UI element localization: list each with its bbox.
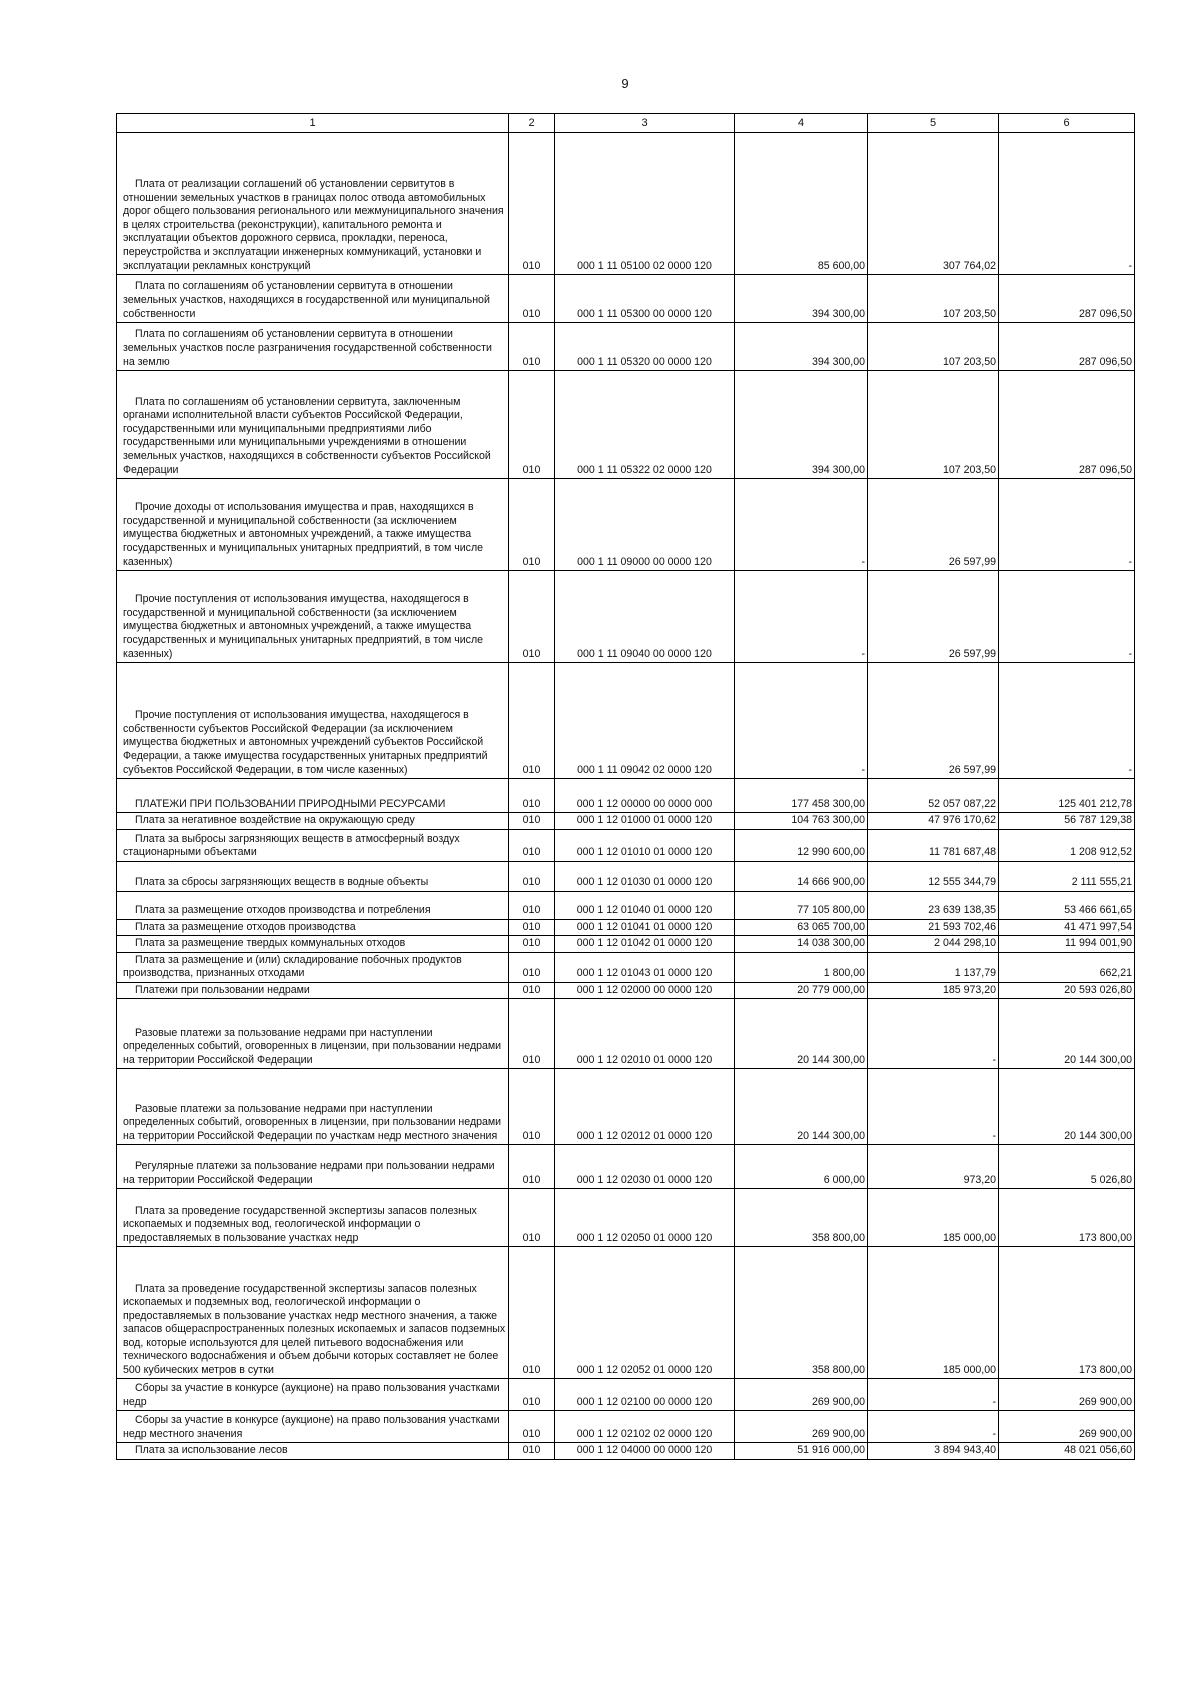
row-name-cell: Сборы за участие в конкурсе (аукционе) на право пользования участками недр (117, 1379, 509, 1411)
row-executed-cell: - (868, 1379, 999, 1411)
row-kbk-cell: 000 1 12 02012 01 0000 120 (555, 1069, 735, 1145)
row-code-cell: 010 (509, 779, 555, 813)
row-name-cell: Регулярные платежи за пользование недрами при пользовании недрами на территории Российской Федерации (117, 1145, 509, 1189)
row-kbk-cell: 000 1 12 02000 00 0000 120 (555, 982, 735, 999)
row-kbk-cell: 000 1 12 01041 01 0000 120 (555, 919, 735, 936)
row-name-cell: Сборы за участие в конкурсе (аукционе) на право пользования участками недр местного значения (117, 1411, 509, 1443)
row-approved-cell: 20 144 300,00 (735, 999, 868, 1069)
table-row (117, 829, 1135, 861)
column-number: 4 (735, 114, 868, 133)
row-executed-cell: - (868, 999, 999, 1069)
row-code-cell: 010 (509, 479, 555, 571)
row-executed-cell: 185 000,00 (868, 1247, 999, 1379)
row-approved-cell: 269 900,00 (735, 1411, 868, 1443)
table-row (117, 1443, 1135, 1460)
row-kbk-cell: 000 1 11 05320 00 0000 120 (555, 323, 735, 371)
column-number: 1 (117, 114, 509, 133)
row-approved-cell: - (735, 571, 868, 663)
row-approved-cell: 20 779 000,00 (735, 982, 868, 999)
row-unexecuted-cell: 41 471 997,54 (999, 919, 1135, 936)
row-code-cell: 010 (509, 571, 555, 663)
table-row (117, 891, 1135, 919)
table-row (117, 663, 1135, 779)
row-code-cell: 010 (509, 919, 555, 936)
row-unexecuted-cell: 269 900,00 (999, 1411, 1135, 1443)
table-row (117, 919, 1135, 936)
row-executed-cell: 26 597,99 (868, 479, 999, 571)
row-kbk-cell: 000 1 12 01030 01 0000 120 (555, 861, 735, 891)
column-number-row (117, 114, 1135, 133)
row-code-cell: 010 (509, 323, 555, 371)
row-kbk-cell: 000 1 12 04000 00 0000 120 (555, 1443, 735, 1460)
row-executed-cell: 47 976 170,62 (868, 813, 999, 830)
table-row (117, 936, 1135, 953)
row-approved-cell: 77 105 800,00 (735, 891, 868, 919)
row-unexecuted-cell: 20 144 300,00 (999, 999, 1135, 1069)
column-number: 6 (999, 114, 1135, 133)
table-row (117, 952, 1135, 982)
table-row (117, 1247, 1135, 1379)
row-code-cell: 010 (509, 1379, 555, 1411)
row-name-cell: Плата за сбросы загрязняющих веществ в водные объекты (117, 861, 509, 891)
row-code-cell: 010 (509, 829, 555, 861)
row-kbk-cell: 000 1 12 02030 01 0000 120 (555, 1145, 735, 1189)
row-unexecuted-cell: 1 208 912,52 (999, 829, 1135, 861)
row-code-cell: 010 (509, 813, 555, 830)
table-row (117, 571, 1135, 663)
row-executed-cell: 26 597,99 (868, 571, 999, 663)
row-approved-cell: 51 916 000,00 (735, 1443, 868, 1460)
row-approved-cell: 20 144 300,00 (735, 1069, 868, 1145)
row-unexecuted-cell: 48 021 056,60 (999, 1443, 1135, 1460)
row-kbk-cell: 000 1 11 05322 02 0000 120 (555, 371, 735, 479)
row-executed-cell: 107 203,50 (868, 275, 999, 323)
column-number: 3 (555, 114, 735, 133)
row-kbk-cell: 000 1 12 02100 00 0000 120 (555, 1379, 735, 1411)
row-executed-cell: 52 057 087,22 (868, 779, 999, 813)
table-body (117, 114, 1135, 1460)
row-name-cell: Плата за размещение твердых коммунальных отходов (117, 936, 509, 953)
row-code-cell: 010 (509, 891, 555, 919)
row-kbk-cell: 000 1 12 01000 01 0000 120 (555, 813, 735, 830)
row-executed-cell: 23 639 138,35 (868, 891, 999, 919)
row-approved-cell: 85 600,00 (735, 133, 868, 275)
row-unexecuted-cell: - (999, 663, 1135, 779)
row-executed-cell: - (868, 1411, 999, 1443)
row-unexecuted-cell: 287 096,50 (999, 371, 1135, 479)
table-row (117, 479, 1135, 571)
row-name-cell: Плата за размещение и (или) складирование побочных продуктов производства, признанных отходами (117, 952, 509, 982)
row-unexecuted-cell: - (999, 479, 1135, 571)
row-approved-cell: 6 000,00 (735, 1145, 868, 1189)
row-name-cell: Плата за размещение отходов производства (117, 919, 509, 936)
row-executed-cell: 1 137,79 (868, 952, 999, 982)
row-unexecuted-cell: - (999, 133, 1135, 275)
row-executed-cell: 3 894 943,40 (868, 1443, 999, 1460)
revenue-table (116, 113, 1135, 1460)
row-name-cell: Платежи при пользовании недрами (117, 982, 509, 999)
row-approved-cell: 14 038 300,00 (735, 936, 868, 953)
row-name-cell: Прочие поступления от использования имущества, находящегося в государственной и муниципальной собственности (за исключением имущества бюджетных и автономных учреждений, а также имущества государственных и муниципальных унитарных предприятий, в том числе казенных) (117, 571, 509, 663)
row-executed-cell: 973,20 (868, 1145, 999, 1189)
row-approved-cell: 394 300,00 (735, 371, 868, 479)
row-executed-cell: 185 973,20 (868, 982, 999, 999)
table-row (117, 813, 1135, 830)
row-kbk-cell: 000 1 11 05300 00 0000 120 (555, 275, 735, 323)
row-code-cell: 010 (509, 861, 555, 891)
row-code-cell: 010 (509, 952, 555, 982)
table-row (117, 1411, 1135, 1443)
table-row (117, 861, 1135, 891)
row-unexecuted-cell: 173 800,00 (999, 1247, 1135, 1379)
row-approved-cell: 269 900,00 (735, 1379, 868, 1411)
row-unexecuted-cell: 20 593 026,80 (999, 982, 1135, 999)
row-approved-cell: 177 458 300,00 (735, 779, 868, 813)
row-code-cell: 010 (509, 1189, 555, 1247)
row-unexecuted-cell: - (999, 571, 1135, 663)
row-code-cell: 010 (509, 275, 555, 323)
row-name-cell: ПЛАТЕЖИ ПРИ ПОЛЬЗОВАНИИ ПРИРОДНЫМИ РЕСУРСАМИ (117, 779, 509, 813)
row-unexecuted-cell: 269 900,00 (999, 1379, 1135, 1411)
row-code-cell: 010 (509, 982, 555, 999)
row-approved-cell: - (735, 479, 868, 571)
table-row (117, 1189, 1135, 1247)
row-approved-cell: 1 800,00 (735, 952, 868, 982)
row-kbk-cell: 000 1 12 00000 00 0000 000 (555, 779, 735, 813)
row-kbk-cell: 000 1 12 01040 01 0000 120 (555, 891, 735, 919)
row-approved-cell: 14 666 900,00 (735, 861, 868, 891)
row-unexecuted-cell: 287 096,50 (999, 275, 1135, 323)
row-kbk-cell: 000 1 12 01010 01 0000 120 (555, 829, 735, 861)
row-kbk-cell: 000 1 11 09040 00 0000 120 (555, 571, 735, 663)
column-number: 5 (868, 114, 999, 133)
row-unexecuted-cell: 5 026,80 (999, 1145, 1135, 1189)
row-code-cell: 010 (509, 1069, 555, 1145)
row-executed-cell: 12 555 344,79 (868, 861, 999, 891)
table-row (117, 779, 1135, 813)
row-name-cell: Прочие поступления от использования имущества, находящегося в собственности субъектов Российской Федерации (за исключением имущества бюджетных и автономных учреждений субъектов Российской Федерации, а также имущества государственных унитарных предприятий субъектов Российской Федерации, в том числе казенных) (117, 663, 509, 779)
row-name-cell: Плата от реализации соглашений об установлении сервитутов в отношении земельных участков в границах полос отвода автомобильных дорог общего пользования регионального или межмуниципального значения в целях строительства (реконструкции), капитального ремонта и эксплуатации объектов дорожного сервиса, прокладки, переноса, переустройства и эксплуатации инженерных коммуникаций, установки и эксплуатации рекламных конструкций (117, 133, 509, 275)
row-approved-cell: 12 990 600,00 (735, 829, 868, 861)
row-name-cell: Разовые платежи за пользование недрами при наступлении определенных событий, оговоренных в лицензии, при пользовании недрами на территории Российской Федерации (117, 999, 509, 1069)
row-unexecuted-cell: 53 466 661,65 (999, 891, 1135, 919)
row-kbk-cell: 000 1 12 01042 01 0000 120 (555, 936, 735, 953)
table-row (117, 275, 1135, 323)
row-code-cell: 010 (509, 1247, 555, 1379)
row-code-cell: 010 (509, 371, 555, 479)
row-kbk-cell: 000 1 12 01043 01 0000 120 (555, 952, 735, 982)
row-name-cell: Плата за негативное воздействие на окружающую среду (117, 813, 509, 830)
row-unexecuted-cell: 287 096,50 (999, 323, 1135, 371)
row-executed-cell: - (868, 1069, 999, 1145)
row-code-cell: 010 (509, 999, 555, 1069)
table-row (117, 1379, 1135, 1411)
table-row (117, 1145, 1135, 1189)
row-approved-cell: - (735, 663, 868, 779)
row-executed-cell: 2 044 298,10 (868, 936, 999, 953)
row-executed-cell: 11 781 687,48 (868, 829, 999, 861)
row-kbk-cell: 000 1 11 09042 02 0000 120 (555, 663, 735, 779)
row-executed-cell: 21 593 702,46 (868, 919, 999, 936)
row-code-cell: 010 (509, 133, 555, 275)
row-unexecuted-cell: 125 401 212,78 (999, 779, 1135, 813)
row-name-cell: Плата за использование лесов (117, 1443, 509, 1460)
page-number: 9 (621, 76, 629, 91)
row-name-cell: Плата по соглашениям об установлении сервитута в отношении земельных участков, находящихся в государственной или муниципальной собственности (117, 275, 509, 323)
row-unexecuted-cell: 173 800,00 (999, 1189, 1135, 1247)
row-approved-cell: 104 763 300,00 (735, 813, 868, 830)
row-unexecuted-cell: 662,21 (999, 952, 1135, 982)
row-approved-cell: 358 800,00 (735, 1247, 868, 1379)
row-executed-cell: 107 203,50 (868, 371, 999, 479)
row-name-cell: Разовые платежи за пользование недрами при наступлении определенных событий, оговоренных в лицензии, при пользовании недрами на территории Российской Федерации по участкам недр местного значения (117, 1069, 509, 1145)
row-kbk-cell: 000 1 12 02102 02 0000 120 (555, 1411, 735, 1443)
row-name-cell: Плата по соглашениям об установлении сервитута, заключенным органами исполнительной власти субъектов Российской Федерации, государственными или муниципальными предприятиями либо государственными или муниципальными учреждениями в отношении земельных участков, находящихся в собственности субъектов Российской Федерации (117, 371, 509, 479)
table-row (117, 133, 1135, 275)
row-code-cell: 010 (509, 663, 555, 779)
row-code-cell: 010 (509, 1411, 555, 1443)
table-row (117, 1069, 1135, 1145)
row-kbk-cell: 000 1 11 05100 02 0000 120 (555, 133, 735, 275)
table-row (117, 323, 1135, 371)
row-executed-cell: 185 000,00 (868, 1189, 999, 1247)
row-code-cell: 010 (509, 936, 555, 953)
row-kbk-cell: 000 1 12 02010 01 0000 120 (555, 999, 735, 1069)
row-approved-cell: 358 800,00 (735, 1189, 868, 1247)
row-unexecuted-cell: 11 994 001,90 (999, 936, 1135, 953)
row-name-cell: Прочие доходы от использования имущества и прав, находящихся в государственной и муниципальной собственности (за исключением имущества бюджетных и автономных учреждений, а также имущества государственных и муниципальных унитарных предприятий, в том числе казенных) (117, 479, 509, 571)
row-kbk-cell: 000 1 12 02050 01 0000 120 (555, 1189, 735, 1247)
row-kbk-cell: 000 1 11 09000 00 0000 120 (555, 479, 735, 571)
row-code-cell: 010 (509, 1145, 555, 1189)
row-unexecuted-cell: 2 111 555,21 (999, 861, 1135, 891)
row-approved-cell: 394 300,00 (735, 323, 868, 371)
table-row (117, 982, 1135, 999)
row-name-cell: Плата за размещение отходов производства и потребления (117, 891, 509, 919)
row-name-cell: Плата за выбросы загрязняющих веществ в атмосферный воздух стационарными объектами (117, 829, 509, 861)
row-executed-cell: 26 597,99 (868, 663, 999, 779)
table-row (117, 999, 1135, 1069)
row-kbk-cell: 000 1 12 02052 01 0000 120 (555, 1247, 735, 1379)
row-name-cell: Плата за проведение государственной экспертизы запасов полезных ископаемых и подземных вод, геологической информации о предоставляемых в пользование участках недр местного значения, а также запасов общераспространенных полезных ископаемых и запасов подземных вод, которые используются для целей питьевого водоснабжения или технического водоснабжения и объем добычи которых составляет не более 500 кубических метров в сутки (117, 1247, 509, 1379)
column-number: 2 (509, 114, 555, 133)
row-code-cell: 010 (509, 1443, 555, 1460)
row-unexecuted-cell: 20 144 300,00 (999, 1069, 1135, 1145)
row-unexecuted-cell: 56 787 129,38 (999, 813, 1135, 830)
row-name-cell: Плата за проведение государственной экспертизы запасов полезных ископаемых и подземных вод, геологической информации о предоставляемых в пользование участках недр (117, 1189, 509, 1247)
row-approved-cell: 63 065 700,00 (735, 919, 868, 936)
row-approved-cell: 394 300,00 (735, 275, 868, 323)
row-executed-cell: 307 764,02 (868, 133, 999, 275)
row-executed-cell: 107 203,50 (868, 323, 999, 371)
table-row (117, 371, 1135, 479)
row-name-cell: Плата по соглашениям об установлении сервитута в отношении земельных участков после разграничения государственной собственности на землю (117, 323, 509, 371)
